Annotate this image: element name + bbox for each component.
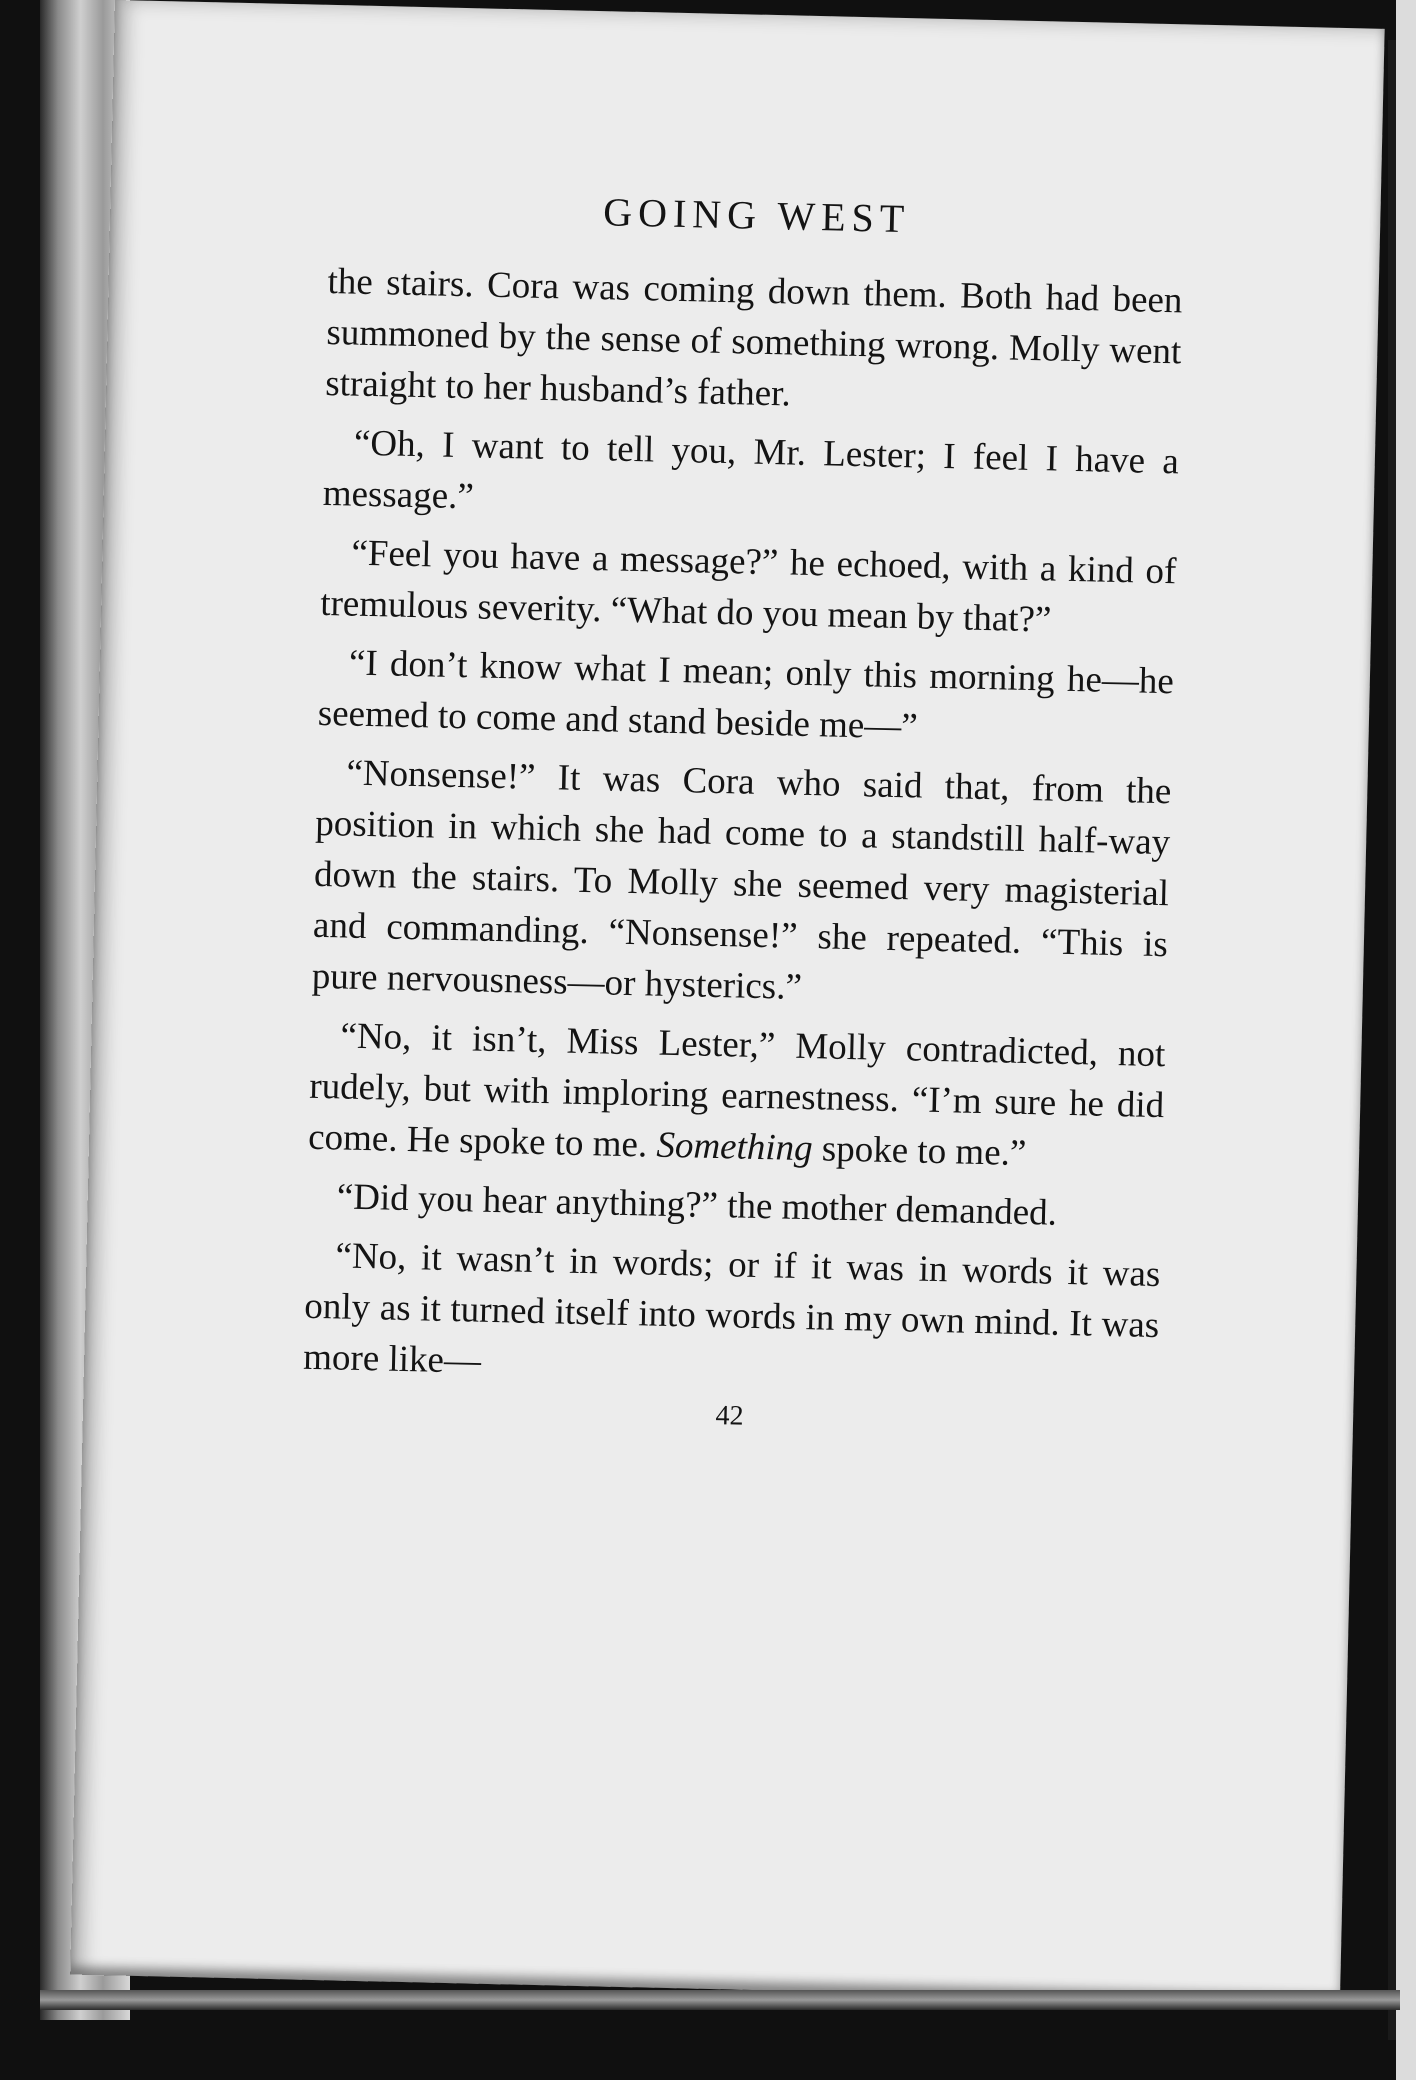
- paragraph-text: spoke to me.”: [812, 1128, 1027, 1175]
- paragraph: “Did you hear anything?” the mother demanded.: [336, 1176, 1058, 1234]
- page-number: 42: [715, 1400, 744, 1432]
- paragraph: “I don’t know what I mean; only this morning he—he seemed to come and stand beside me—”: [317, 642, 1175, 748]
- paragraph: “Feel you have a message?” he echoed, with a kind of tremulous severity. “What do you mean by that?”: [319, 532, 1177, 641]
- paragraph: “No, it wasn’t in words; or if it was in words it was only as it turned itself into words in my own mind. It was more like—: [302, 1235, 1161, 1382]
- paragraph: [308, 1010, 1166, 1182]
- book-bottom-edge: [40, 1990, 1400, 2010]
- paragraph-text: “No, it isn’t, Miss Lester,” Molly contradicted, not rudely, but with imploring earnestness. “I’m sure he did come. He spoke to me.: [307, 1015, 1166, 1166]
- running-head: GOING WEST: [602, 189, 911, 242]
- paragraph: “Nonsense!” It was Cora who said that, from the position in which she had come to a standstill half-way down the stairs. To Molly she seemed very magisterial and commanding. “Nonsense!” she repeated. “This is pure nervousness—or hysterics.”: [311, 752, 1172, 1008]
- page-text-block: [302, 178, 1185, 1442]
- italic-word: Something: [656, 1124, 814, 1170]
- paragraph: the stairs. Cora was coming down them. Both had been summoned by the sense of something wrong. Molly went straight to her husband’s father.: [324, 260, 1183, 415]
- facing-page-strip: [1396, 0, 1416, 2080]
- paragraph: “Oh, I want to tell you, Mr. Lester; I feel I have a message.”: [322, 422, 1180, 518]
- page-gutter-edge: [1388, 40, 1396, 2040]
